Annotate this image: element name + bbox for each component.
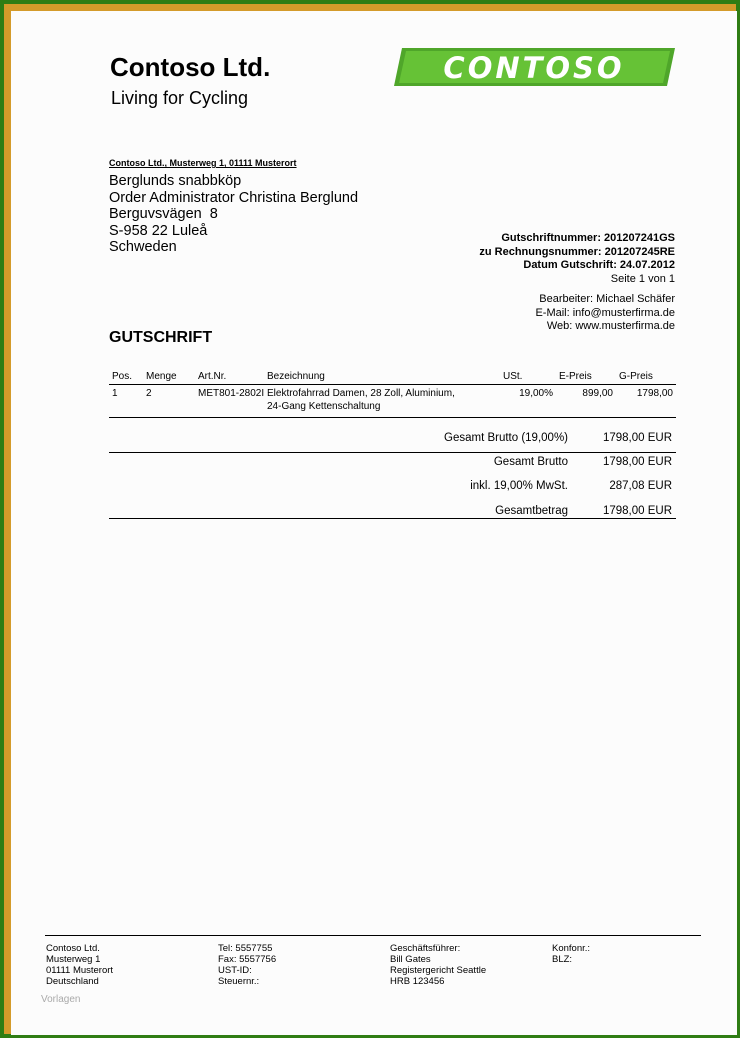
table-row — [109, 385, 676, 418]
email: E-Mail: info@musterfirma.de — [535, 306, 675, 319]
recipient-line: Berguvsvägen 8 — [109, 206, 218, 222]
document-title: GUTSCHRIFT — [109, 329, 213, 346]
recipient-line: Berglunds snabbköp — [109, 173, 242, 189]
recipient-line: Schweden — [109, 239, 177, 255]
footer-line: Geschäftsführer: — [390, 943, 461, 954]
footer-line: Fax: 5557756 — [218, 954, 277, 965]
footer-line: Tel: 5557755 — [218, 943, 273, 954]
processor: Bearbeiter: Michael Schäfer — [539, 293, 675, 305]
credit-note-date: Datum Gutschrift: 24.07.2012 — [523, 259, 675, 271]
company-tagline: Living for Cycling — [111, 88, 249, 108]
recipient-line: Order Administrator Christina Berglund — [109, 189, 359, 206]
footer-phone — [218, 943, 276, 987]
footer-line: Steuernr.: — [218, 976, 260, 987]
recipient-line: S-958 22 Luleå — [109, 222, 208, 239]
credit-note-number: Gutschriftnummer: 201207241GS — [501, 232, 675, 244]
footer-line: HRB 123456 — [390, 976, 445, 987]
col-header-pos: Pos. — [109, 369, 143, 385]
document-meta — [479, 232, 675, 286]
footer-line: BLZ: — [552, 954, 573, 965]
gross-value: 1798,00 EUR — [602, 456, 672, 468]
footer-line: Konfonr.: — [552, 943, 591, 954]
footer-line: UST-ID: — [218, 965, 252, 976]
footer-line: 01111 Musterort — [46, 965, 114, 976]
cell-art: MET801-2802I — [195, 385, 264, 418]
footer-line: Musterweg 1 — [46, 954, 101, 965]
cell-pos: 1 — [109, 385, 143, 418]
gross-19-value: 1798,00 EUR — [602, 432, 672, 444]
footer-company — [46, 943, 113, 987]
desc-line: 24-Gang Kettenschaltung — [267, 400, 381, 412]
inner-frame — [4, 4, 736, 1034]
invoice-number: zu Rechnungsnummer: 201207245RE — [479, 245, 675, 258]
website: Web: www.musterfirma.de — [546, 320, 675, 332]
col-header-unit: E-Preis — [556, 369, 616, 385]
gross-19-label: Gesamt Brutto (19,00%) — [444, 432, 568, 444]
logo-text: CONTOSO — [443, 51, 625, 85]
col-header-art: Art.Nr. — [195, 369, 264, 385]
col-header-vat: USt. — [500, 369, 556, 385]
document-page — [11, 11, 737, 1035]
sender-address-line: Contoso Ltd., Musterweg 1, 01111 Musterort — [109, 158, 297, 168]
footer-management — [390, 943, 486, 987]
totals-divider — [109, 452, 676, 453]
recipient-address — [109, 173, 358, 256]
footer-line: Bill Gates — [390, 954, 431, 965]
gross-label: Gesamt Brutto — [493, 456, 568, 468]
footer-line: Contoso Ltd. — [46, 943, 100, 954]
col-header-desc: Bezeichnung — [264, 369, 500, 385]
desc-line: Elektrofahrrad Damen, 28 Zoll, Aluminium, — [267, 388, 455, 399]
footer-line: Registergericht Seattle — [390, 965, 487, 976]
footer-bank — [552, 943, 590, 965]
cell-desc — [264, 385, 500, 418]
vat-label: inkl. 19,00% MwSt. — [470, 480, 568, 492]
totals-bottom-rule — [109, 518, 676, 519]
company-name: Contoso Ltd. — [110, 52, 271, 82]
cell-total: 1798,00 — [616, 385, 676, 418]
cell-vat: 19,00% — [500, 385, 556, 418]
footer-line: Deutschland — [46, 976, 99, 987]
total-label: Gesamtbetrag — [495, 505, 568, 517]
page-number: Seite 1 von 1 — [610, 272, 675, 285]
contact-info — [535, 293, 675, 334]
contoso-logo — [394, 47, 675, 87]
total-value: 1798,00 EUR — [602, 505, 672, 517]
items-table — [109, 369, 676, 418]
vat-value: 287,08 EUR — [609, 480, 672, 492]
cell-qty: 2 — [143, 385, 195, 418]
col-header-qty: Menge — [143, 369, 195, 385]
footer-divider — [45, 935, 701, 936]
col-header-total: G-Preis — [616, 369, 676, 385]
table-header-row — [109, 369, 676, 385]
watermark-text: Vorlagen — [41, 994, 81, 1005]
cell-unit: 899,00 — [556, 385, 616, 418]
